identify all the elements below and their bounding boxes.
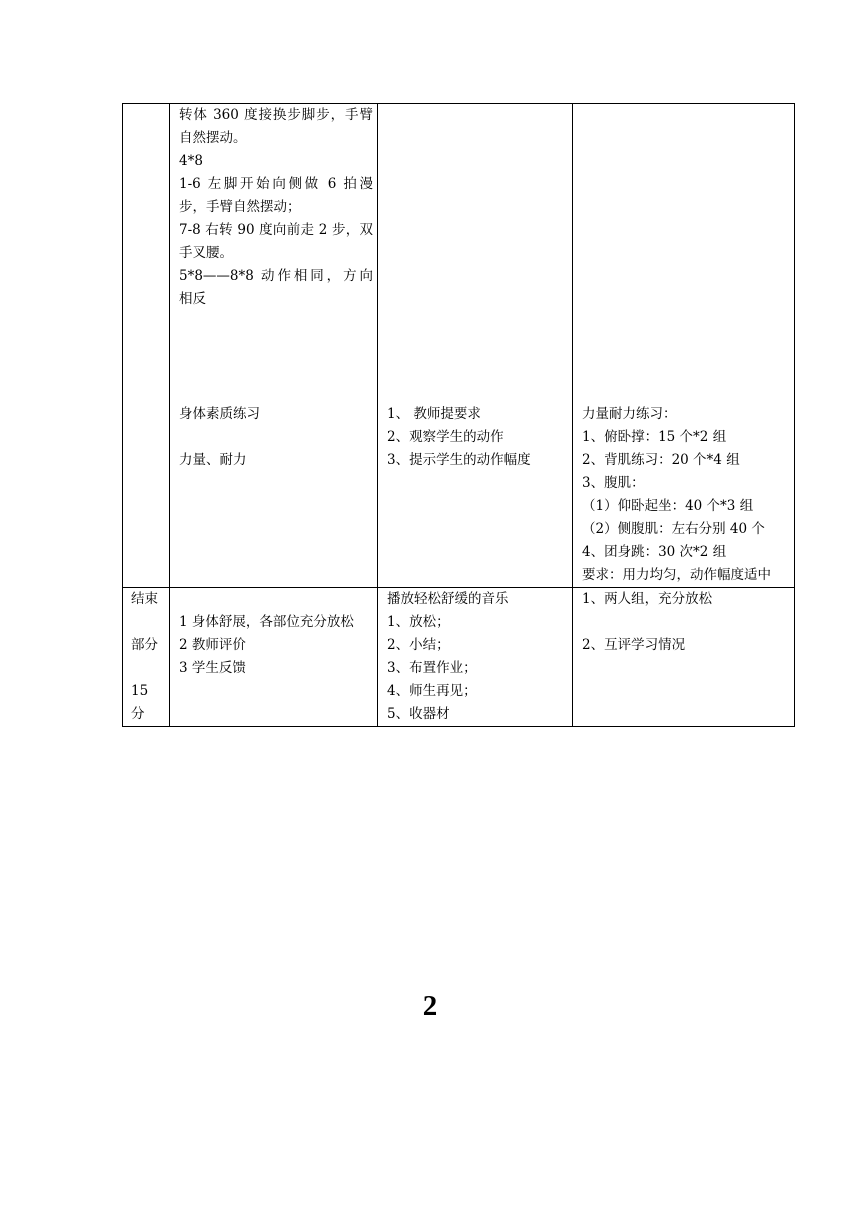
table-row xyxy=(123,104,795,588)
content-cell xyxy=(170,588,378,727)
content-line: 1 身体舒展，各部位充分放松 xyxy=(179,614,354,630)
part-label: 结束 xyxy=(131,591,158,607)
student-line: （1）仰卧起坐：40 个*3 组 xyxy=(582,498,754,514)
content-line: 7-8 右转 90 度向前走 2 步，双 xyxy=(179,222,373,238)
student-line: 2、互评学习情况 xyxy=(582,637,686,653)
page-number: 2 xyxy=(422,990,438,1022)
student-line: 1、两人组，充分放松 xyxy=(582,591,713,607)
student-line: 2、背肌练习：20 个*4 组 xyxy=(582,452,740,468)
content-line: 自然摆动。 xyxy=(179,130,247,146)
teacher-line: 1、 教师提要求 xyxy=(387,406,481,422)
section-subtitle: 力量、耐力 xyxy=(179,452,247,468)
teacher-line: 2、观察学生的动作 xyxy=(387,429,504,445)
student-line: 要求：用力均匀，动作幅度适中 xyxy=(582,567,771,583)
teacher-line: 3、布置作业； xyxy=(387,660,477,676)
lesson-plan-table xyxy=(122,103,795,727)
part-duration: 15 xyxy=(131,683,149,699)
content-line: 手叉腰。 xyxy=(179,245,233,261)
content-line: 4*8 xyxy=(179,153,203,169)
content-cell xyxy=(170,104,378,588)
student-line: 力量耐力练习： xyxy=(582,406,677,422)
content-line: 3 学生反馈 xyxy=(179,660,246,676)
content-line: 5*8——8*8 动作相同，方向 xyxy=(179,268,373,284)
student-line: （2）侧腹肌：左右分别 40 个 xyxy=(582,521,765,537)
teacher-activity-cell xyxy=(378,588,573,727)
content-line: 2 教师评价 xyxy=(179,637,246,653)
student-line: 3、腹肌： xyxy=(582,475,645,491)
table-row xyxy=(123,588,795,727)
teacher-line: 5、收器材 xyxy=(387,706,450,722)
student-activity-cell xyxy=(573,588,795,727)
part-label-cell xyxy=(123,588,170,727)
content-line: 步，手臂自然摆动； xyxy=(179,199,301,215)
content-line: 相反 xyxy=(179,291,206,307)
content-line: 1-6 左脚开始向侧做 6 拍漫 xyxy=(179,176,373,192)
teacher-line: 2、小结； xyxy=(387,637,450,653)
content-line: 转体 360 度接换步脚步，手臂 xyxy=(179,107,373,123)
teacher-line: 4、师生再见； xyxy=(387,683,477,699)
student-line: 1、俯卧撑：15 个*2 组 xyxy=(582,429,727,445)
part-label-cell xyxy=(123,104,170,588)
teacher-line: 1、放松； xyxy=(387,614,450,630)
part-label: 部分 xyxy=(131,637,158,653)
teacher-activity-cell xyxy=(378,104,573,588)
section-title: 身体素质练习 xyxy=(179,406,260,422)
teacher-line: 播放轻松舒缓的音乐 xyxy=(387,591,509,607)
part-duration-unit: 分 xyxy=(131,706,145,722)
teacher-line: 3、提示学生的动作幅度 xyxy=(387,452,531,468)
student-activity-cell xyxy=(573,104,795,588)
student-line: 4、团身跳：30 次*2 组 xyxy=(582,544,727,560)
